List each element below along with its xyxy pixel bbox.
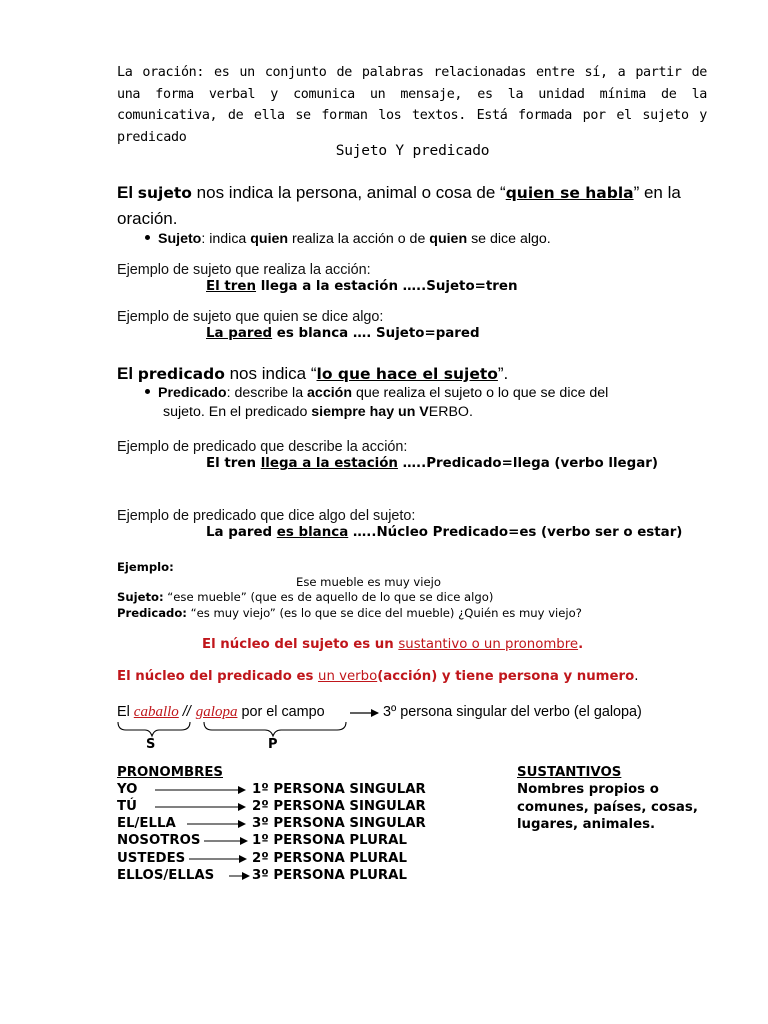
ejemplo-predicado-text: “es muy viejo” (es lo que se dice del mueble) ¿Quién es muy viejo? — [186, 606, 582, 620]
pronombre-ellos-ellas: ELLOS/ELLAS — [117, 868, 215, 883]
sujeto-example-1-label: Ejemplo de sujeto que realiza la acción: — [117, 262, 371, 278]
analysis-galopa: galopa — [195, 704, 238, 720]
persona-desc-1: 1º PERSONA SINGULAR — [252, 782, 426, 797]
predicate-brace-icon — [204, 722, 346, 736]
sujeto-example-2 — [206, 326, 480, 341]
predicado-bullet-line2-a: sujeto. En el predicado — [163, 404, 312, 420]
sujeto-example-2-rest: es blanca …. Sujeto=pared — [272, 326, 480, 341]
nucleo-sujeto-underlined: sustantivo o un pronombre — [398, 637, 579, 652]
ejemplo-predicado-label: Predicado: — [117, 606, 187, 620]
predicado-bullet-text-b: que realiza el sujeto o lo que se dice del — [352, 385, 609, 401]
nucleo-predicado-mid: (acción) y tiene persona y numero — [377, 669, 635, 684]
ejemplo-sujeto-label: Sujeto: — [117, 590, 164, 604]
analysis-separator: // — [178, 704, 191, 720]
predicado-example-1-predicate: llega a la estación — [260, 456, 398, 471]
predicado-el: El — [117, 364, 134, 383]
pronombre-tu: TÚ — [117, 799, 137, 814]
sujeto-mid: nos indica la persona, animal o cosa de “ — [191, 183, 506, 202]
predicado-example-1-label: Ejemplo de predicado que describe la acción: — [117, 439, 408, 455]
sujeto-end: ” en la — [633, 183, 681, 202]
sujeto-bullet-text-b: realiza la acción o de — [288, 231, 430, 247]
sujeto-el: El — [117, 183, 134, 202]
sujeto-example-1-subject: El tren — [206, 279, 257, 294]
sujeto-example-2-label: Ejemplo de sujeto que quien se dice algo: — [117, 309, 384, 325]
sustantivos-line-3: lugares, animales. — [517, 817, 656, 832]
predicado-example-1-pre: El tren — [206, 456, 261, 471]
predicado-example-1 — [206, 456, 658, 471]
bullet-dot — [145, 389, 150, 394]
ejemplo-sujeto-text: “ese mueble” (que es de aquello de lo que se dice algo) — [163, 590, 494, 604]
analysis-p-label: P — [268, 737, 278, 752]
nucleo-sujeto-pre: El núcleo del sujeto es un — [202, 637, 399, 652]
predicado-bullet-label: Predicado — [158, 385, 227, 401]
pronombre-nosotros: NOSOTROS — [117, 833, 201, 848]
ejemplo-sentence: Ese mueble es muy viejo — [296, 575, 441, 589]
pronombre-ustedes: USTEDES — [117, 851, 186, 866]
persona-desc-3: 3º PERSONA SINGULAR — [252, 816, 426, 831]
sujeto-heading — [117, 183, 681, 203]
analysis-rest: por el campo — [237, 704, 325, 720]
intro-paragraph: La oración: es un conjunto de palabras relacionadas entre sí, a partir de una forma verbal y comunica un mensaje, es la unidad mínima de la comunicativa, de ella se forman los textos. Está formada por el sujeto y predicado — [117, 65, 707, 145]
persona-desc-6: 3º PERSONA PLURAL — [252, 868, 407, 883]
persona-desc-4: 1º PERSONA PLURAL — [252, 833, 407, 848]
sujeto-bullet-text-c: se dice algo. — [467, 231, 551, 247]
ejemplo-sujeto — [117, 590, 493, 604]
sujeto-bullet-quien-2: quien — [429, 231, 468, 247]
analysis-el: El — [117, 704, 134, 720]
predicado-bullet-accion: acción — [307, 385, 352, 401]
section-title: Sujeto Y predicado — [335, 143, 490, 159]
analysis-s-label: S — [146, 737, 156, 752]
predicado-bullet-line2-d: . — [468, 404, 473, 420]
sujeto-bullet-text-a: : indica — [201, 231, 251, 247]
predicado-emph: lo que hace el sujeto — [316, 365, 498, 383]
sustantivos-line-1: Nombres propios o — [517, 782, 659, 797]
sujeto-emph: quien se habla — [505, 184, 634, 202]
sujeto-word: sujeto — [137, 184, 192, 202]
sujeto-bullet-quien-1: quien — [250, 231, 289, 247]
predicado-example-2-rest: …..Núcleo Predicado=es (verbo ser o estar) — [348, 525, 683, 540]
predicado-bullet-line2-c: ERBO — [428, 404, 469, 420]
nucleo-sujeto-line — [202, 637, 583, 652]
predicado-bullet-line2 — [163, 404, 473, 420]
sujeto-bullet — [145, 231, 551, 247]
ejemplo-predicado — [117, 606, 582, 620]
nucleo-predicado-pre: El núcleo del predicado es — [117, 669, 319, 684]
predicado-example-2 — [206, 525, 682, 540]
predicado-heading — [117, 364, 508, 384]
predicado-bullet-line2-b: siempre hay un V — [311, 404, 429, 420]
pronombres-header: PRONOMBRES — [117, 765, 223, 780]
analysis-caballo: caballo — [133, 704, 179, 720]
nucleo-predicado-line — [117, 669, 638, 684]
analysis-result: 3º persona singular del verbo (el galopa) — [383, 704, 642, 720]
sujeto-example-2-subject: La pared — [206, 326, 273, 341]
predicado-bullet-text-a: : describe la — [226, 385, 308, 401]
predicado-example-2-label: Ejemplo de predicado que dice algo del sujeto: — [117, 508, 416, 524]
predicado-example-1-rest: …..Predicado=llega (verbo llegar) — [397, 456, 658, 471]
sujeto-bullet-label: Sujeto — [158, 231, 202, 247]
predicado-example-2-pre: La pared — [206, 525, 277, 540]
predicado-end: ”. — [497, 364, 509, 383]
predicado-example-2-predicate: es blanca — [276, 525, 349, 540]
sustantivos-line-2: comunes, países, cosas, — [517, 800, 698, 815]
pronombre-yo: YO — [117, 782, 138, 797]
analysis-sentence — [117, 704, 325, 721]
sujeto-heading-line2: oración. — [117, 209, 178, 228]
predicado-word: predicado — [137, 365, 225, 383]
predicado-mid: nos indica “ — [224, 364, 317, 383]
nucleo-sujeto-end: . — [578, 637, 584, 652]
sujeto-example-1-rest: llega a la estación …..Sujeto=tren — [256, 279, 518, 294]
persona-desc-5: 2º PERSONA PLURAL — [252, 851, 407, 866]
predicado-bullet — [145, 385, 608, 401]
sustantivos-header: SUSTANTIVOS — [517, 765, 622, 780]
nucleo-predicado-underlined: un verbo — [318, 669, 378, 684]
nucleo-predicado-end: . — [634, 669, 639, 684]
bullet-dot — [145, 235, 150, 240]
subject-brace-icon — [118, 722, 190, 736]
pronombre-el-ella: EL/ELLA — [117, 816, 176, 831]
sujeto-example-1 — [206, 279, 518, 294]
ejemplo-label: Ejemplo: — [117, 560, 174, 574]
persona-desc-2: 2º PERSONA SINGULAR — [252, 799, 426, 814]
